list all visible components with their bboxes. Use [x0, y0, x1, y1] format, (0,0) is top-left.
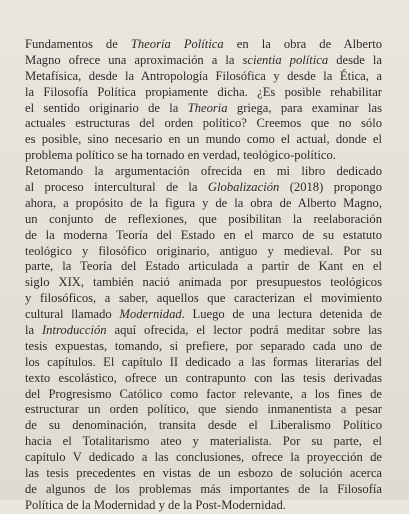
blurb-line [25, 164, 382, 180]
blurb-line [25, 85, 382, 101]
blurb-text: las tesis precedentes en vistas de un esbozo de solución acerca [25, 466, 382, 481]
blurb-line [25, 434, 382, 450]
blurb-text: capítulo V dedicado a las conclusiones, ofrece la proyección de [25, 450, 382, 465]
blurb-text: es posible, sino necesario en un mundo como el actual, donde el [25, 132, 382, 147]
blurb-line [25, 307, 382, 323]
blurb-line [25, 339, 382, 355]
blurb-line [25, 418, 382, 434]
blurb-text: parte, la Teoría del Estado articulada a partir de Kant en el [25, 259, 382, 274]
blurb-text: la Filosofía Política propiamente dicha. ¿Es posible rehabilitar [25, 84, 382, 99]
blurb-line [25, 291, 382, 307]
blurb-line [25, 180, 382, 196]
blurb-italic-text: Introducción [41, 323, 107, 338]
blurb-text: un conjunto de reflexiones, que posibilitan la reelaboración [25, 211, 382, 226]
blurb-text: . Luego de una lectura detenida de [181, 307, 382, 322]
blurb-line [25, 101, 382, 117]
blurb-text: de la moderna Teoría del Estado en el marco de su estatuto [25, 227, 382, 242]
blurb-text: texto escolástico, ofrece un contrapunto con las tesis derivadas [25, 370, 382, 385]
blurb-text: Política de la Modernidad y de la Post-Modernidad. [25, 497, 286, 512]
blurb-text: Metafísica, desde la Antropología Filosófica y desde la Ética, a [25, 68, 382, 83]
blurb-text: el sentido originario de la [25, 100, 188, 115]
blurb-italic-text: Theoria Política [130, 37, 224, 51]
blurb-text: los capítulos. El capítulo II dedicado a las formas literarias del [25, 354, 382, 369]
blurb-line [25, 275, 382, 291]
blurb-text: ahora, a propósito de la figura y de la obra de Alberto Magno, [25, 195, 382, 210]
blurb-line [25, 387, 382, 403]
blurb-line [25, 244, 382, 260]
blurb-text: Fundamentos de [25, 37, 131, 51]
blurb-italic-text: Globalización [207, 180, 280, 195]
blurb-text: hacia el Totalitarismo ateo y materialista. Por su parte, el [25, 434, 382, 449]
blurb-text: del Progresismo Católico como factor relevante, a los fines de [25, 386, 382, 401]
blurb-text: aquí ofrecida, el lector podrá meditar sobre las [106, 323, 382, 338]
blurb-text: de su denominación, transita desde el Liberalismo Político [25, 418, 382, 433]
blurb-line [25, 116, 382, 132]
blurb-line [25, 402, 382, 418]
blurb-text: tesis expuestas, tomando, si prefiere, por separado cada uno de [25, 338, 382, 353]
blurb-line [25, 132, 382, 148]
blurb-line [25, 259, 382, 275]
blurb-line [25, 466, 382, 482]
blurb-text: problema político se ha tornado en verdad, teológico-político. [25, 148, 336, 163]
blurb-line [25, 323, 382, 339]
blurb-line [25, 450, 382, 466]
blurb-line [25, 482, 382, 498]
blurb-italic-text: scientia política [242, 52, 329, 67]
blurb-text: la [25, 323, 42, 338]
blurb-italic-text: Modernidad [119, 307, 182, 322]
blurb-text: Magno ofrece una aproximación a la [25, 52, 243, 67]
blurb-text: (2018) propongo [279, 180, 382, 195]
blurb-text: actuales estructuras del orden político? Creemos que no sólo [25, 116, 382, 131]
blurb-text: desde la [328, 52, 382, 67]
blurb-text: en la obra de Alberto [223, 37, 382, 51]
back-cover-blurb [25, 37, 382, 514]
blurb-line [25, 196, 382, 212]
blurb-line [25, 228, 382, 244]
blurb-italic-text: Theoria [187, 100, 228, 115]
blurb-line [25, 37, 382, 53]
blurb-line [25, 355, 382, 371]
blurb-text: griega, para examinar las [227, 100, 382, 115]
blurb-line [25, 212, 382, 228]
blurb-line [25, 371, 382, 387]
blurb-text: y filosóficos, a saber, aquellos que caracterizan el movimiento [25, 291, 382, 306]
blurb-text: Retomando la argumentación ofrecida en mi libro dedicado [25, 164, 382, 179]
blurb-line [25, 498, 382, 514]
blurb-text: estructurar un orden político, que siendo inmanentista a pesar [25, 402, 382, 417]
blurb-line [25, 148, 382, 164]
blurb-text: teológico y filosófico originario, antiguo y medieval. Por su [25, 243, 382, 258]
blurb-line [25, 69, 382, 85]
blurb-text: al proceso intercultural de la [25, 180, 208, 195]
blurb-text: cultural llamado [25, 307, 120, 322]
blurb-text: siglo XIX, también nació animada por presupuestos teológicos [25, 275, 382, 290]
blurb-text: de algunos de los problemas más importantes de la Filosofía [25, 481, 382, 496]
blurb-line [25, 53, 382, 69]
